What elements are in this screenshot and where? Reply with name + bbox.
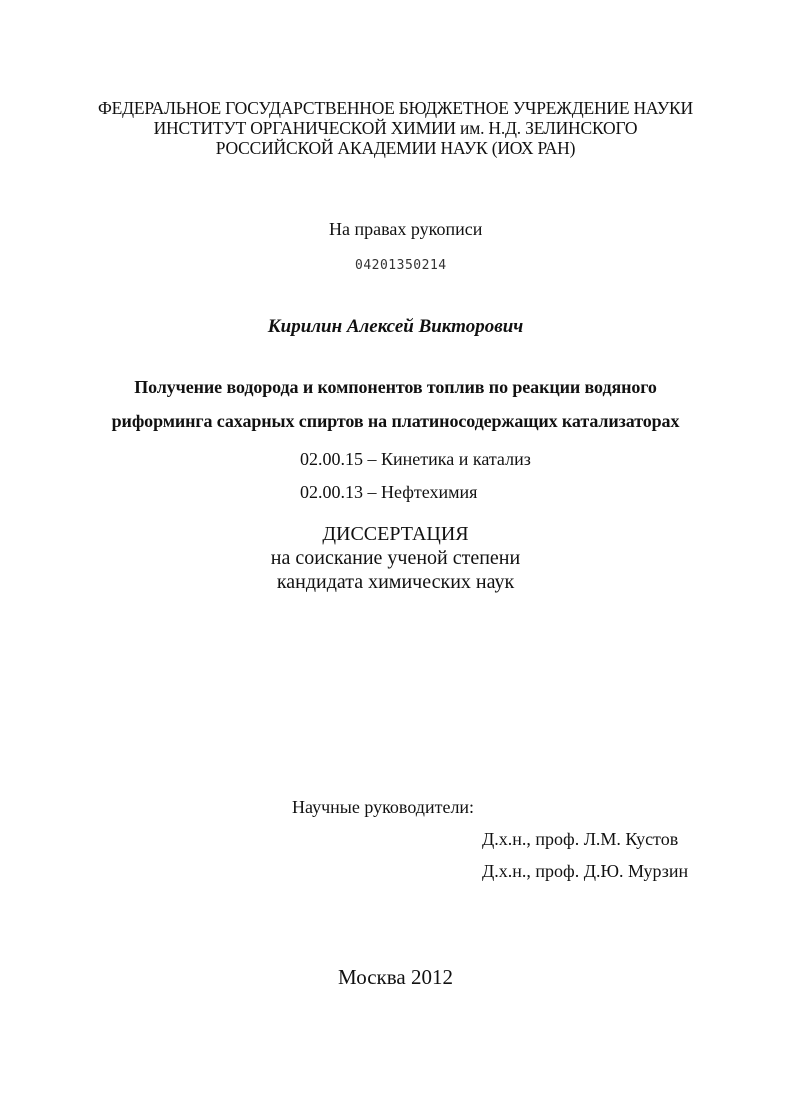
dissertation-field-line: кандидата химических наук	[276, 571, 515, 593]
organization-line-1: ФЕДЕРАЛЬНОЕ ГОСУДАРСТВЕННОЕ БЮДЖЕТНОЕ УЧРЕЖДЕНИЕ НАУКИ	[98, 98, 693, 118]
supervisor-2: Д.х.н., проф. Д.Ю. Мурзин	[482, 861, 689, 881]
dissertation-degree-line: на соискание ученой степени	[270, 547, 521, 569]
supervisors-label: Научные руководители:	[292, 797, 475, 817]
registration-number: 04201350214	[355, 258, 447, 273]
specialty-2: 02.00.13 – Нефтехимия	[300, 482, 478, 502]
thesis-title-line-1: Получение водорода и компонентов топлив по реакции водяного	[134, 377, 657, 397]
city-year: Москва 2012	[338, 965, 453, 989]
dissertation-heading: ДИССЕРТАЦИЯ	[322, 523, 469, 545]
organization-line-3: РОССИЙСКОЙ АКАДЕМИИ НАУК (ИОХ РАН)	[215, 138, 576, 158]
manuscript-note: На правах рукописи	[329, 219, 483, 239]
organization-line-2: ИНСТИТУТ ОРГАНИЧЕСКОЙ ХИМИИ им. Н.Д. ЗЕЛИНСКОГО	[153, 118, 638, 138]
specialty-1: 02.00.15 – Кинетика и катализ	[300, 449, 531, 469]
supervisor-1: Д.х.н., проф. Л.М. Кустов	[482, 829, 679, 849]
thesis-title-line-2: риформинга сахарных спиртов на платиносодержащих катализаторах	[111, 411, 680, 431]
author-name: Кирилин Алексей Викторович	[267, 316, 524, 337]
